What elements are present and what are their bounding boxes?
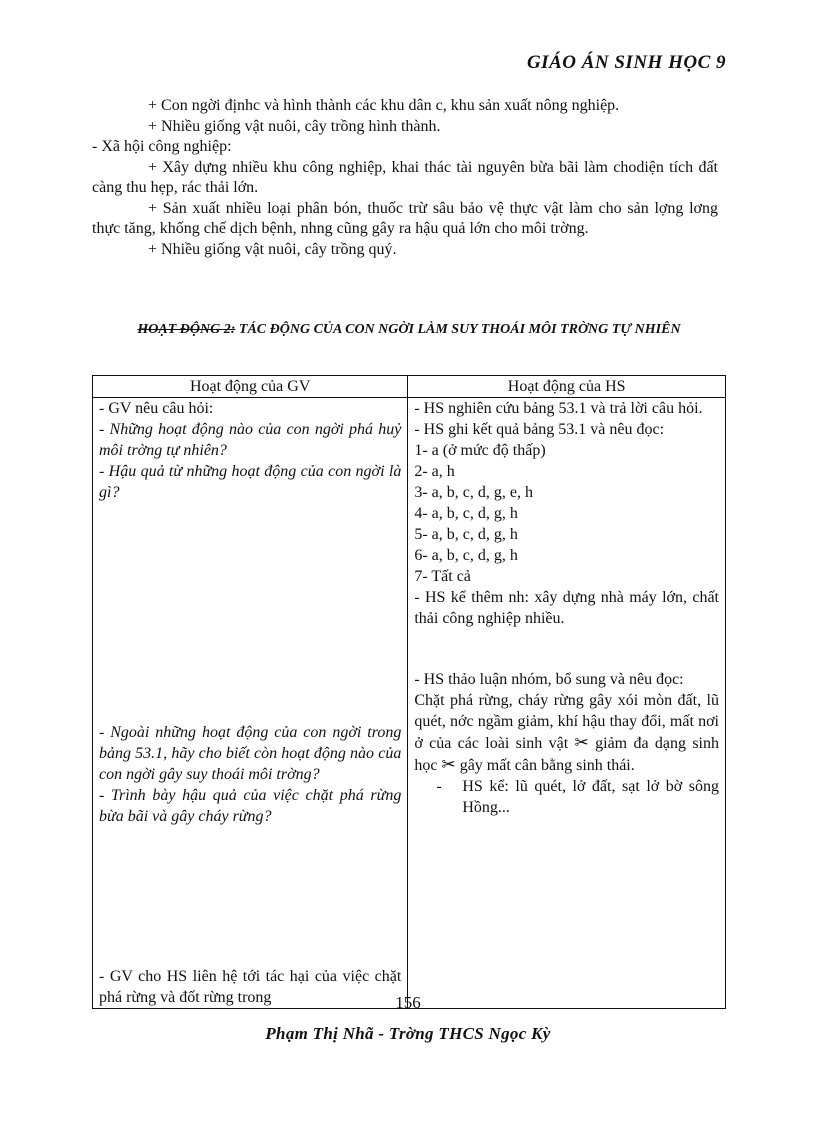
activity-label: HOẠT ĐỘNG 2: [137,322,236,337]
page-number: 156 [395,993,421,1012]
column-header-gv: Hoạt động của GV [93,376,408,398]
gv-text: - GV cho HS liên hệ tới tác hại của việc chặt phá rừng và đốt rừng trong [99,968,402,1006]
hs-answer: 3- a, b, c, d, g, e, h [414,484,533,501]
hs-answer: 2- a, h [414,463,455,480]
hs-consequence [414,690,719,776]
scissor-icon: ✂ [441,755,456,774]
hs-text: - HS nghiên cứu bảng 53.1 và trả lời câu hỏi. [414,400,703,417]
gv-cell [93,398,408,1009]
intro-line: - Xã hội công nghiệp: [92,138,232,155]
gv-block-2 [99,722,401,827]
hs-text: HS kể: lũ quét, lở đất, sạt lở bờ sông Hồng... [462,778,719,816]
hs-bullet [414,776,719,818]
column-header-hs: Hoạt động của HS [408,376,726,398]
hs-text: - HS ghi kết quả bảng 53.1 và nêu đọc: [414,421,665,438]
intro-line: + Xây dựng nhiều khu công nghiệp, khai thác tài nguyên bừa bãi làm chodiện tích đất càng thu hẹp, rác thải lớn. [92,158,718,196]
hs-cell [408,398,726,1009]
hs-text: gây mất cân bằng sinh thái. [459,757,635,774]
activity-heading [92,320,726,339]
hs-answer: 4- a, b, c, d, g, h [414,505,518,522]
intro-text [92,96,718,260]
activity-title: TÁC ĐỘNG CỦA CON NGỜI LÀM SUY THOÁI MÔI TRỜNG TỰ NHIÊN [238,322,681,337]
spacer [414,629,719,649]
document-header: GIÁO ÁN SINH HỌC 9 [526,52,726,73]
intro-line: + Sản xuất nhiều loại phân bón, thuốc trừ sâu bảo vệ thực vật làm cho sản lợng lơng thực tăng, khống chế dịch bệnh, nhng cũng gây ra hậu quả lớn cho môi trờng. [92,199,718,237]
hs-text: - HS kể thêm nh: xây dựng nhà máy lớn, chất thải công nghiệp nhiều. [414,589,719,627]
gv-question: - Ngoài những hoạt động của con ngời trong bảng 53.1, hãy cho biết còn hoạt động nào của con ngời gây suy thoái môi trờng? [99,724,402,783]
intro-line: + Con ngời địnhc và hình thành các khu dân c, khu sản xuất nông nghiệp. [148,97,620,114]
document-footer: Phạm Thị Nhã - Trờng THCS Ngọc Kỳ [265,1024,551,1043]
activity-table [92,375,726,1009]
hs-answer: 6- a, b, c, d, g, h [414,547,518,564]
hs-answer: 7- Tất cả [414,568,471,585]
hs-text: - HS thảo luận nhóm, bổ sung và nêu đọc: [414,671,684,688]
hs-text: giảm đa dạng sinh học [414,735,719,774]
bullet-dash: - [436,778,442,795]
gv-question: - Trình bày hậu quả của việc chặt phá rừng bừa bãi và gây cháy rừng? [99,787,402,825]
spacer [414,649,719,669]
gv-text: - GV nêu câu hỏi: [99,400,214,417]
gv-question: - Hậu quả từ những hoạt động của con ngời là gì? [99,463,402,501]
scissor-icon: ✂ [574,733,589,752]
intro-line: + Nhiều giống vật nuôi, cây trồng hình thành. [148,117,441,135]
hs-answer: 1- a (ở mức độ thấp) [414,442,546,459]
hs-answer: 5- a, b, c, d, g, h [414,526,518,543]
hs-text: Chặt phá rừng, cháy rừng gây xói mòn đất, lũ quét, nớc ngầm giảm, khí hậu thay đổi, mất nơi ở của các loài sinh vật [414,692,719,752]
intro-line: + Nhiều giống vật nuôi, cây trồng quý. [148,240,397,258]
gv-question: - Những hoạt động nào của con ngời phá huỷ môi trờng tự nhiên? [99,421,402,459]
